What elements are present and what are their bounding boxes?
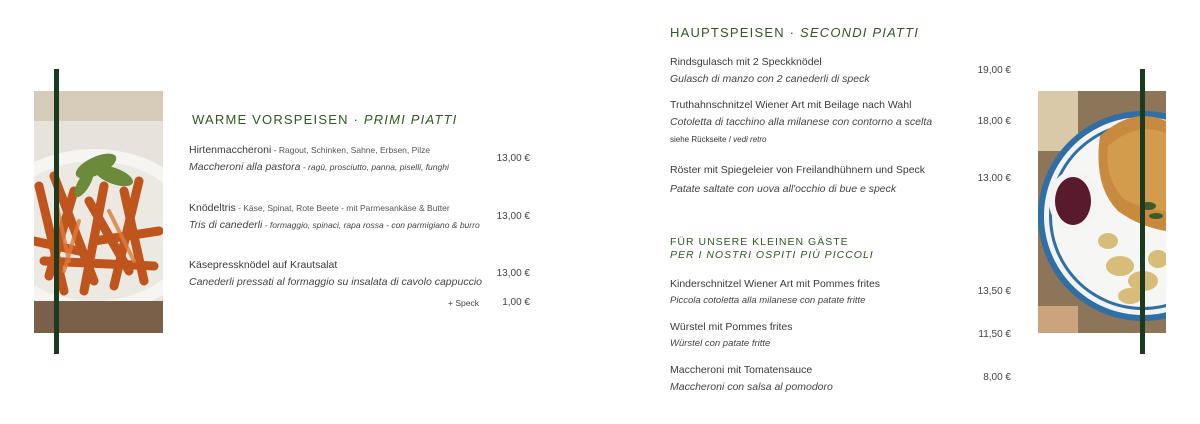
menu-item-roester: Röster mit Spiegeleier von Freilandhühnern und Speck bbox=[670, 164, 926, 176]
menu-item-knoedeltris-it: Tris di canederli - formaggio, spinaci, rapa rossa - con parmigiano & burro bbox=[189, 219, 480, 231]
price-roester: 13,00 € bbox=[977, 173, 1011, 184]
menu-item-roester-it: Patate saltate con uova all'occhio di bue e speck bbox=[670, 183, 897, 195]
price-truthahnschnitzel: 18,00 € bbox=[977, 116, 1011, 127]
menu-item-truthahnschnitzel-it: Cotoletta di tacchino alla milanese con contorno a scelta bbox=[670, 116, 933, 128]
menu-item-rindsgulasch: Rindsgulasch mit 2 Speckknödel bbox=[670, 56, 822, 68]
decorative-bar-right bbox=[1140, 69, 1145, 354]
menu-item-kaesepressknoedel-it: Canederli pressati al formaggio su insalata di cavolo cappuccio bbox=[189, 276, 482, 288]
menu-item-maccheroni-tomatensauce-it: Maccheroni con salsa al pomodoro bbox=[670, 381, 833, 393]
menu-item-hirtenmaccheroni: Hirtenmaccheroni - Ragout, Schinken, Sahne, Erbsen, Pilze bbox=[189, 144, 431, 156]
kids-section-title: FÜR UNSERE KLEINEN GÄSTE PER I NOSTRI OSPITI PIÙ PICCOLI bbox=[670, 236, 874, 261]
menu-item-rindsgulasch-it: Gulasch di manzo con 2 canederli di speck bbox=[670, 73, 870, 85]
extra-speck-label: + Speck bbox=[448, 298, 479, 308]
price-rindsgulasch: 19,00 € bbox=[977, 65, 1011, 76]
decorative-bar-left bbox=[54, 69, 59, 354]
schnitzel-illustration bbox=[1038, 91, 1166, 333]
menu-item-kinderschnitzel-it: Piccola cotoletta alla milanese con patate fritte bbox=[670, 295, 866, 306]
price-wuerstel: 11,50 € bbox=[978, 329, 1011, 340]
price-maccheroni-tomatensauce: 8,00 € bbox=[983, 372, 1011, 383]
menu-item-hirtenmaccheroni-it: Maccheroni alla pastora - ragù, prosciutto, panna, piselli, funghi bbox=[189, 161, 449, 173]
menu-item-wuerstel: Würstel mit Pommes frites bbox=[670, 321, 793, 333]
section-title-warme-vorspeisen: WARME VORSPEISEN · PRIMI PIATTI bbox=[192, 112, 458, 127]
note-see-back: siehe Rückseite / vedi retro bbox=[670, 135, 767, 144]
price-hirtenmaccheroni: 13,00 € bbox=[496, 153, 530, 164]
menu-item-truthahnschnitzel: Truthahnschnitzel Wiener Art mit Beilage nach Wahl bbox=[670, 99, 912, 111]
schnitzel-photo bbox=[1038, 91, 1166, 333]
menu-item-maccheroni-tomatensauce: Maccheroni mit Tomatensauce bbox=[670, 364, 813, 376]
menu-item-kaesepressknoedel: Käsepressknödel auf Krautsalat bbox=[189, 259, 338, 271]
price-kinderschnitzel: 13,50 € bbox=[977, 286, 1011, 297]
section-title-hauptspeisen: HAUPTSPEISEN · SECONDI PIATTI bbox=[670, 25, 920, 40]
price-knoedeltris: 13,00 € bbox=[496, 211, 530, 222]
extra-speck-price: 1,00 € bbox=[502, 297, 530, 308]
menu-item-kinderschnitzel: Kinderschnitzel Wiener Art mit Pommes frites bbox=[670, 278, 881, 290]
price-kaesepressknoedel: 13,00 € bbox=[496, 268, 530, 279]
menu-item-knoedeltris: Knödeltris - Käse, Spinat, Rote Beete - mit Parmesankäse & Butter bbox=[189, 202, 450, 214]
menu-item-wuerstel-it: Würstel con patate fritte bbox=[670, 338, 771, 349]
